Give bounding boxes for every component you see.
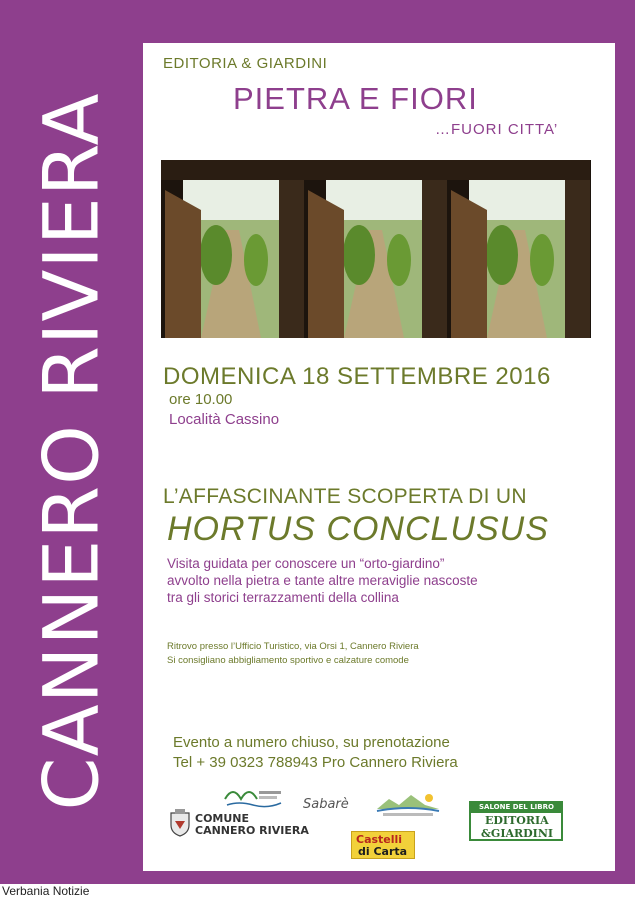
event-time: ore 10.00 [169, 391, 233, 408]
photo-doorway-1 [161, 160, 304, 338]
castelli-line2: di Carta [358, 845, 408, 858]
photo-doorway-3 [447, 160, 590, 338]
meeting-line: Ritrovo presso l’Ufficio Turistico, via Orsi 1, Cannero Riviera [167, 641, 419, 652]
comune-line2: CANNERO RIVIERA [195, 824, 309, 837]
salone-line2: &GIARDINI [481, 827, 554, 840]
meeting-line: Si consigliano abbigliamento sportivo e calzature comode [167, 655, 409, 666]
side-title-text: CANNERO RIVIERA [26, 92, 115, 810]
event-date: DOMENICA 18 SETTEMBRE 2016 [163, 363, 551, 390]
sub-title: …FUORI CITTA’ [435, 121, 559, 138]
description-line: avvolto nella pietra e tante altre meraviglie nascoste [167, 573, 478, 588]
salone-top-text: SALONE DEL LIBRO [479, 803, 554, 811]
photo-strip [161, 160, 591, 338]
booking-info [173, 733, 458, 773]
booking-line: Evento a numero chiuso, su prenotazione [173, 734, 450, 751]
sabare-logo: Sabarè [303, 797, 349, 812]
booking-phone: Tel + 39 0323 788943 Pro Cannero Riviera [173, 754, 458, 771]
meeting-info [167, 640, 607, 668]
event-place: Località Cassino [169, 411, 280, 428]
photo-doorway-2 [304, 160, 447, 338]
footer-credit: Verbania Notizie [2, 884, 90, 898]
sponsor-logos [143, 783, 615, 871]
poster-panel [143, 43, 615, 871]
headline: L’AFFASCINANTE SCOPERTA DI UN [163, 485, 527, 508]
description-line: Visita guidata per conoscere un “orto-giardino” [167, 556, 445, 571]
hortus-title: HORTUS CONCLUSUS [167, 510, 549, 548]
comune-line1: COMUNE [195, 812, 250, 825]
crest-icon [169, 809, 191, 837]
salone-del-libro-logo [469, 801, 563, 841]
comune-logo-text [195, 813, 309, 837]
description [167, 555, 607, 606]
landscape-logo-icon [375, 791, 441, 819]
salone-line1: EDITORIA [485, 814, 549, 827]
castelli-line1: Castelli [356, 833, 403, 846]
castelli-di-carta-logo [351, 831, 415, 859]
kicker: EDITORIA & GIARDINI [163, 55, 328, 72]
description-line: tra gli storici terrazzamenti della collina [167, 590, 399, 605]
main-title: PIETRA E FIORI [233, 81, 478, 116]
lake-wave-logo-icon [223, 783, 283, 809]
side-title [28, 36, 113, 866]
